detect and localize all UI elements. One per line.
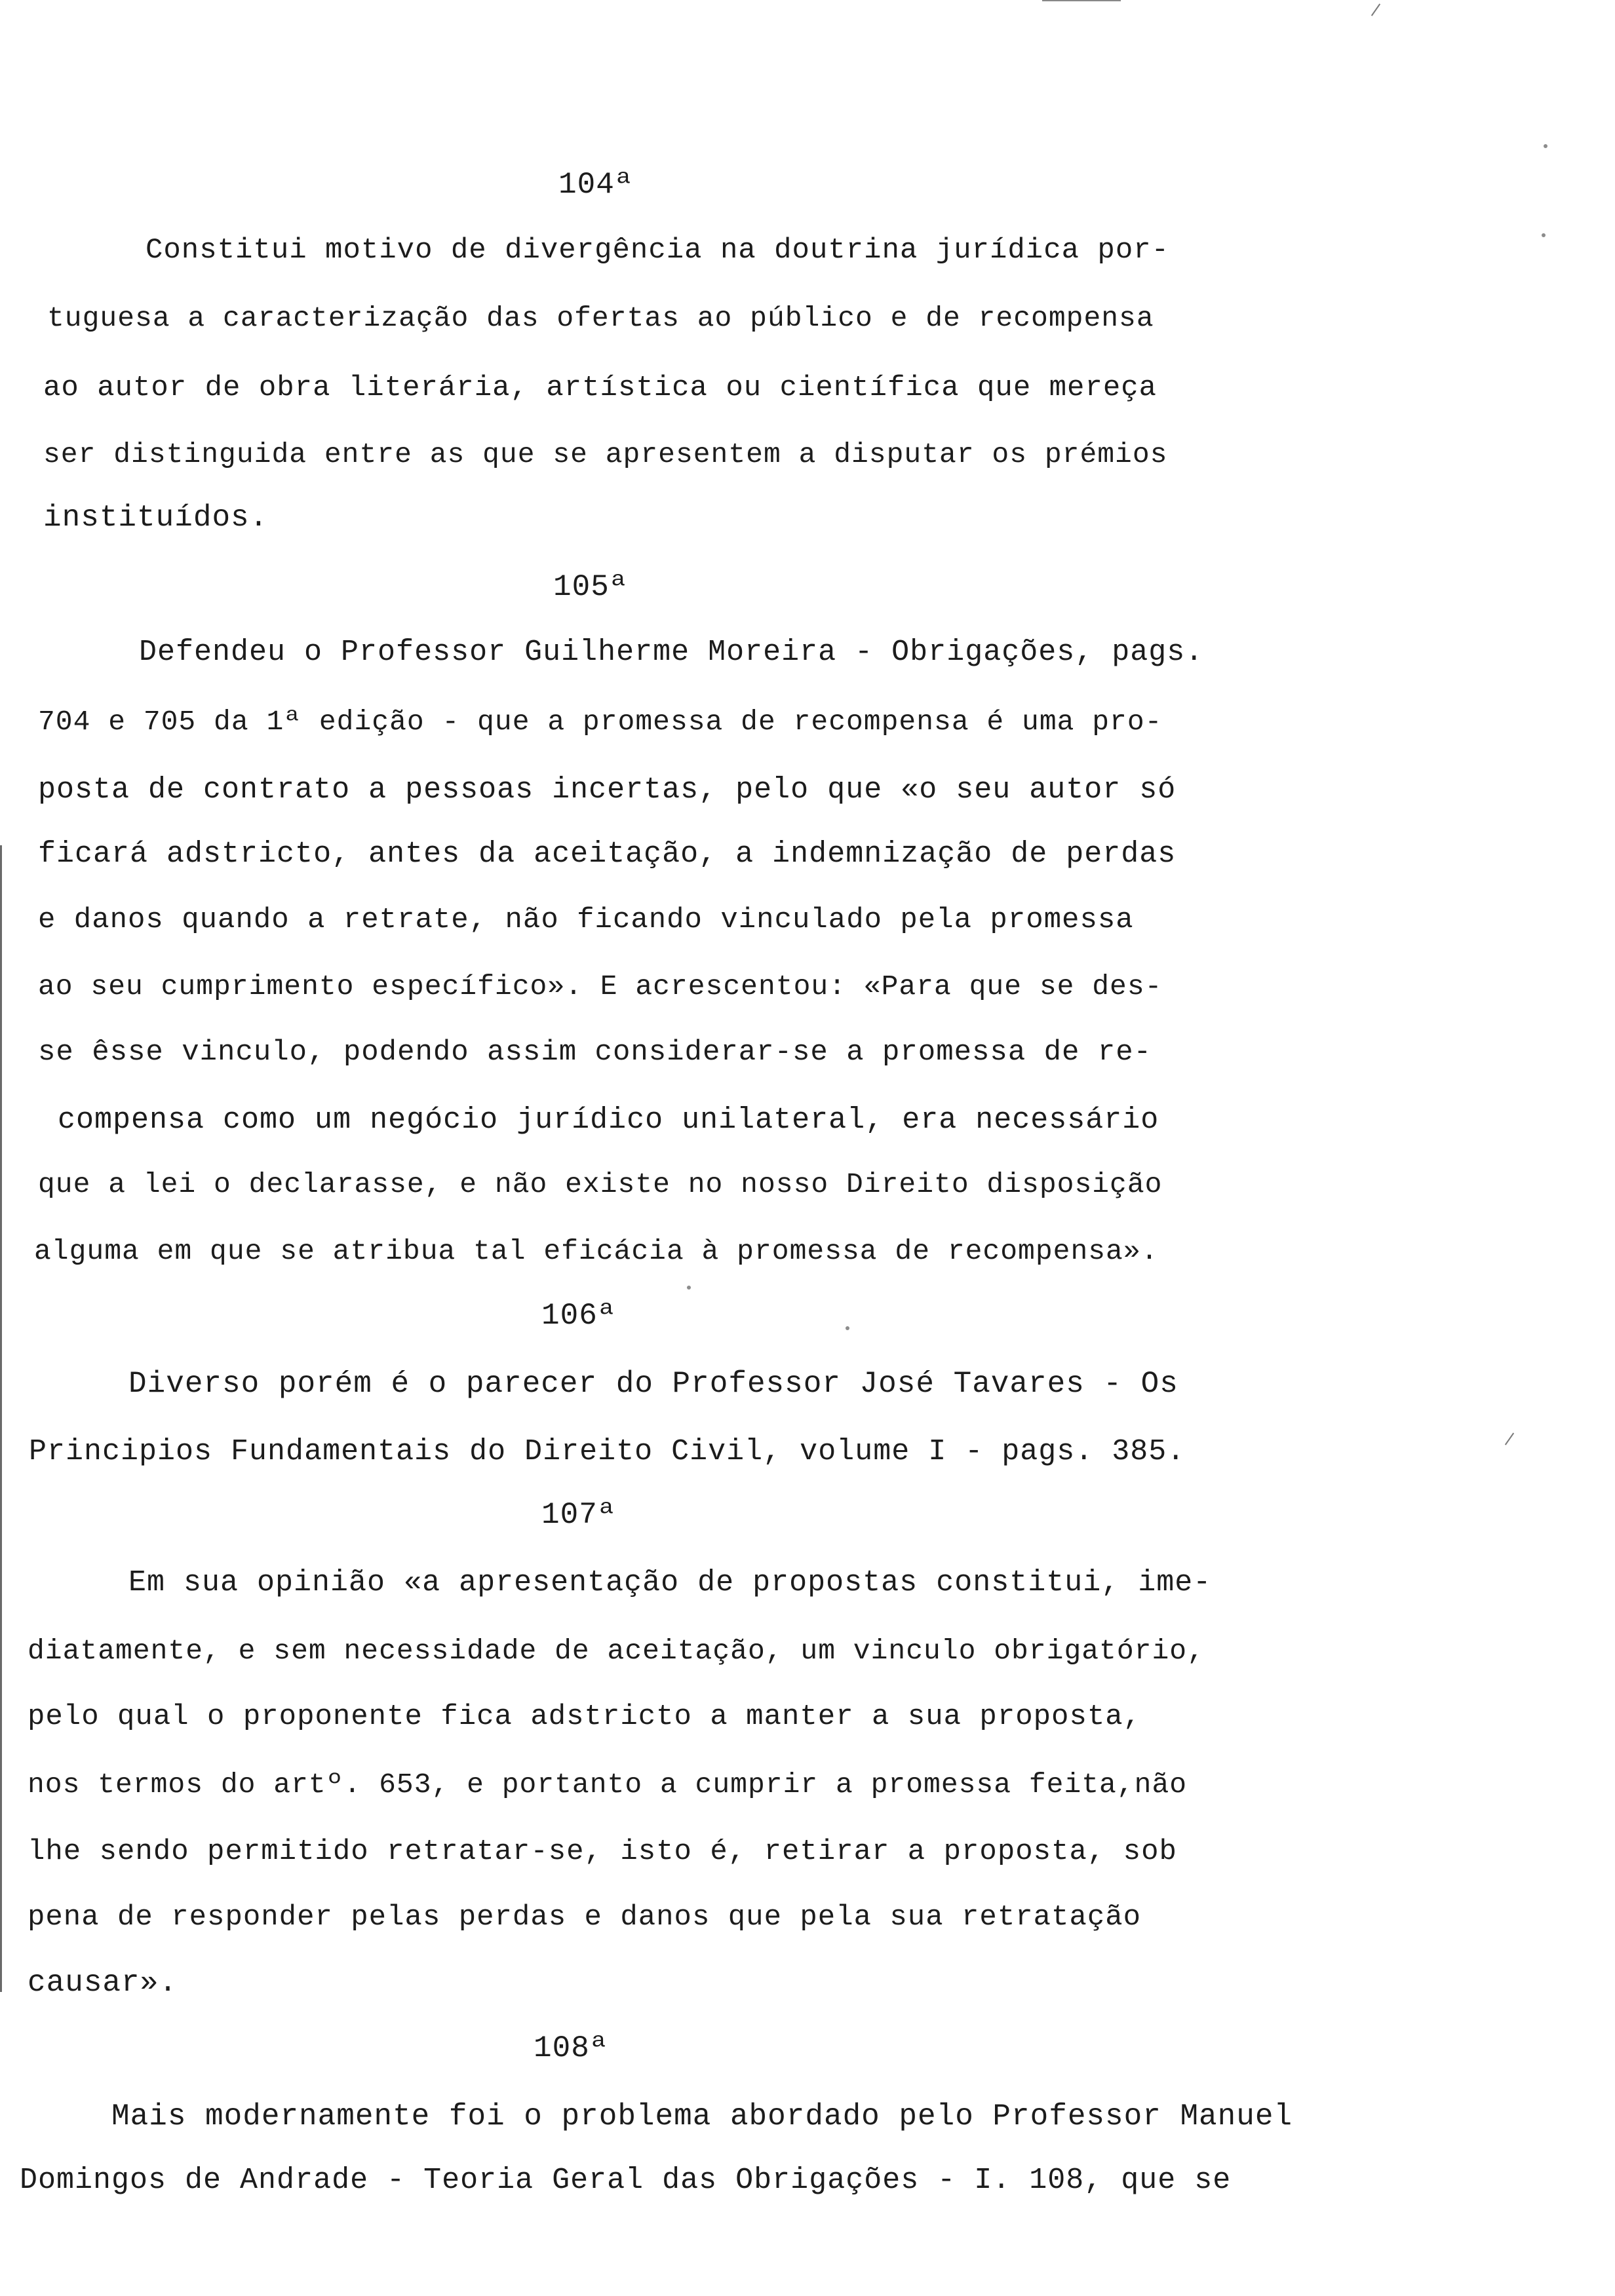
section-number-107: 107ª [541,1498,617,1532]
section-104-line-3: ao autor de obra literária, artística ou científica que mereça [43,372,1158,404]
section-number-104: 104ª [558,168,634,202]
top-edge-mark [1042,0,1121,1]
scan-mark [1505,1432,1514,1445]
section-106-line-1: Diverso porém é o parecer do Professor José Tavares - Os [128,1367,1178,1401]
section-107-line-6: pena de responder pelas perdas e danos que pela sua retratação [28,1901,1142,1934]
section-107-line-5: lhe sendo permitido retratar-se, isto é, retirar a proposta, sob [28,1835,1177,1868]
section-105-line-8: compensa como um negócio jurídico unilateral, era necessário [58,1103,1159,1137]
section-105-line-3: posta de contrato a pessoas incertas, pelo que «o seu autor só [38,773,1177,807]
section-107-line-2: diatamente, e sem necessidade de aceitação, um vinculo obrigatório, [28,1635,1205,1667]
section-105-line-9: que a lei o declarasse, e não existe no nosso Direito disposição [38,1168,1163,1200]
section-104-line-5: instituídos. [43,501,269,535]
section-107-line-7: causar». [28,1966,178,2000]
left-edge-shadow [0,845,2,1992]
section-number-105: 105ª [553,570,629,604]
section-105-line-6: ao seu cumprimento específico». E acrescentou: «Para que se des- [38,970,1163,1003]
section-104-line-1: Constitui motivo de divergência na doutrina jurídica por- [146,234,1170,267]
scan-speck [1542,233,1546,237]
section-107-line-4: nos termos do artº. 653, e portanto a cumprir a promessa feita,não [28,1769,1188,1801]
scan-mark [1371,3,1380,16]
section-107-line-3: pelo qual o proponente fica adstricto a manter a sua proposta, [28,1700,1142,1733]
section-number-106: 106ª [541,1299,617,1333]
scan-speck [1544,144,1547,148]
section-106-line-2: Principios Fundamentais do Direito Civil, volume I - pags. 385. [29,1435,1186,1468]
section-104-line-4: ser distinguida entre as que se apresentem a disputar os prémios [43,438,1168,470]
section-107-line-1: Em sua opinião «a apresentação de propostas constitui, ime- [128,1566,1212,1599]
section-105-line-10: alguma em que se atribua tal eficácia à promessa de recompensa». [34,1235,1159,1267]
section-105-line-5: e danos quando a retrate, não ficando vinculado pela promessa [38,904,1134,936]
section-105-line-7: se êsse vinculo, podendo assim considerar-se a promessa de re- [38,1036,1152,1069]
section-105-line-4: ficará adstricto, antes da aceitação, a indemnização de perdas [38,837,1177,871]
section-104-line-2: tuguesa a caracterização das ofertas ao público e de recompensa [47,302,1154,334]
scan-speck [846,1326,849,1330]
section-105-line-1: Defendeu o Professor Guilherme Moreira - Obrigações, pags. [139,636,1204,669]
section-108-line-2: Domingos de Andrade - Teoria Geral das Obrigações - I. 108, que se [20,2164,1232,2197]
section-108-line-1: Mais modernamente foi o problema abordado pelo Professor Manuel [111,2099,1293,2133]
section-105-line-2: 704 e 705 da 1ª edição - que a promessa de recompensa é uma pro- [38,706,1163,738]
section-number-108: 108ª [534,2031,609,2065]
scan-speck [687,1286,691,1290]
